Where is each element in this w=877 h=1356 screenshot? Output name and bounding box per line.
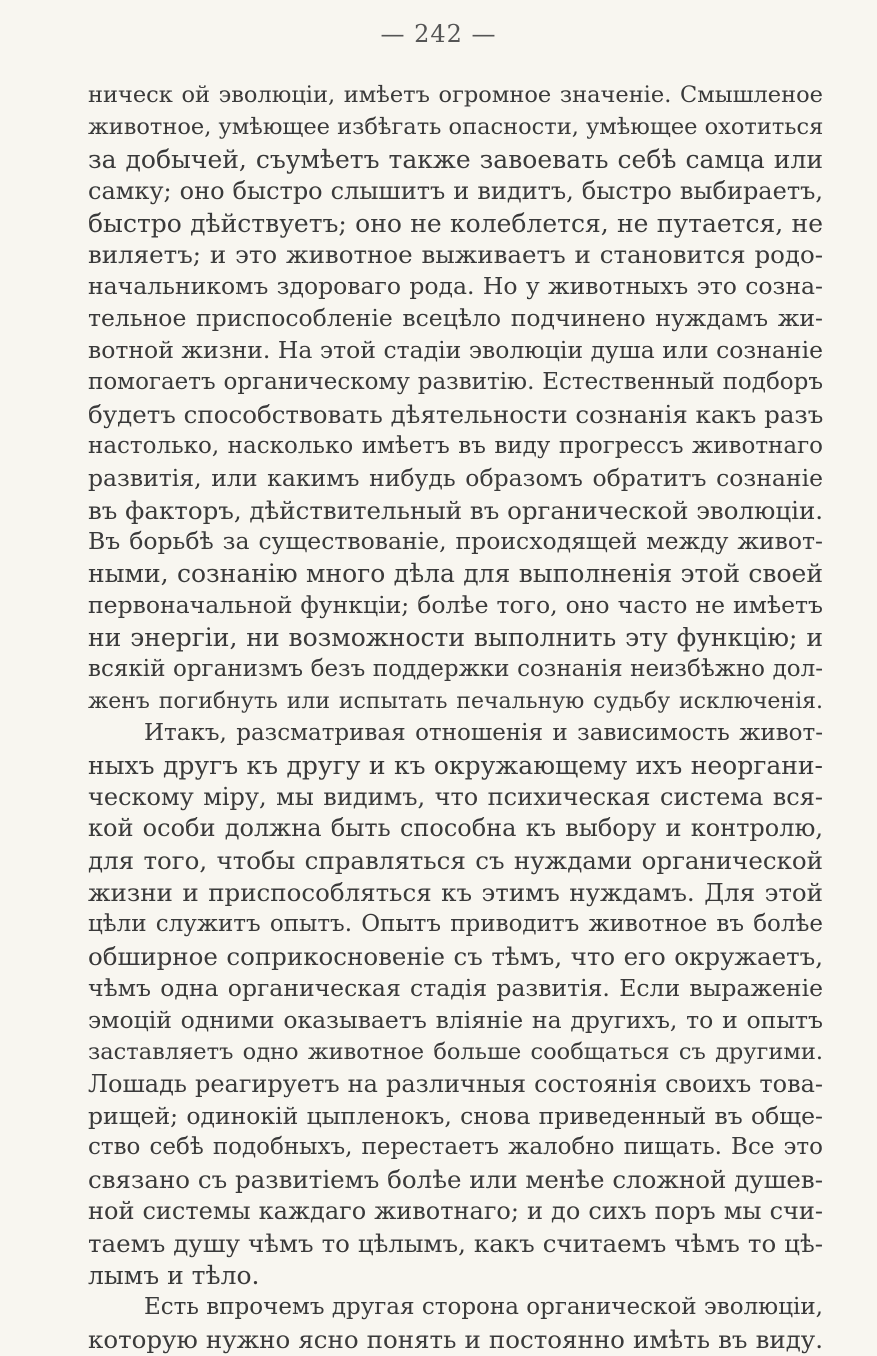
text-line: настолько, насколько имѣетъ въ виду прогрессъ животнаго	[88, 432, 823, 459]
text-line: заставляетъ одно животное больше сообщаться съ другими.	[88, 1038, 823, 1065]
text-line: кой особи должна быть способна къ выбору и контролю,	[88, 814, 823, 843]
text-line: въ факторъ, дѣйствительный въ органической эволюціи.	[88, 495, 823, 525]
text-line: ныхъ другъ къ другу и къ окружающему ихъ неоргани-	[88, 750, 823, 780]
text-line: будетъ способствовать дѣятельности сознанія какъ разъ	[88, 399, 823, 429]
text-line: ни энергіи, ни возможности выполнить эту функцію; и	[88, 623, 823, 653]
text-line: за добычей, съумѣетъ также завоевать себѣ самца или	[88, 144, 823, 174]
text-line: женъ погибнуть или испытать печальную судьбу исключенія.	[88, 688, 823, 714]
text-line: развитія, или какимъ нибудь образомъ обратитъ сознаніе	[88, 463, 823, 492]
text-line: Въ борьбѣ за существованіе, происходящей между живот-	[88, 527, 823, 556]
text-line: связано съ развитіемъ болѣе или менѣе сложной душев-	[88, 1165, 823, 1195]
text-line: тельное приспособленіе всецѣло подчинено нуждамъ жи-	[88, 304, 823, 333]
text-line: вотной жизни. На этой стадіи эволюціи душа или сознаніе	[88, 336, 823, 365]
text-line: цѣли служитъ опытъ. Опытъ приводитъ животное въ болѣе	[88, 911, 823, 938]
text-line: которую нужно ясно понять и постоянно имѣть въ виду.	[88, 1324, 823, 1354]
text-line: начальникомъ здороваго рода. Но у животныхъ это созна-	[88, 272, 823, 301]
text-line: ными, сознанію много дѣла для выполненія этой своей	[88, 559, 823, 589]
text-line: чѣмъ одна органическая стадія развитія. Если выраженіе	[88, 973, 823, 1002]
text-line: лымъ и тѣло.	[88, 1260, 260, 1290]
text-line: Итакъ, разсматривая отношенія и зависимость живот-	[144, 719, 823, 746]
text-line: таемъ душу чѣмъ то цѣлымъ, какъ считаемъ чѣмъ то цѣ-	[88, 1229, 823, 1259]
text-line: быстро дѣйствуетъ; оно не колеблется, не путается, не	[88, 208, 823, 238]
text-line: для того, чтобы справляться съ нуждами органической	[88, 846, 823, 876]
text-line: эмоцій одними оказываетъ вліяніе на другихъ, то и опытъ	[88, 1005, 823, 1034]
body-text	[88, 80, 823, 1356]
text-line: ство себѣ подобныхъ, перестаетъ жалобно пищать. Все это	[88, 1134, 823, 1161]
text-line: рищей; одинокій цыпленокъ, снова приведенный въ обще-	[88, 1101, 823, 1130]
text-line: Есть впрочемъ другая сторона органической эволюціи,	[144, 1293, 823, 1320]
text-line: обширное соприкосновеніе съ тѣмъ, что его окружаетъ,	[88, 942, 823, 972]
text-line: первоначальной функціи; болѣе того, оно часто не имѣетъ	[88, 591, 823, 620]
text-line: жизни и приспособляться къ этимъ нуждамъ. Для этой	[88, 878, 823, 908]
text-line: Лошадь реагируетъ на различныя состоянія своихъ това-	[88, 1069, 823, 1098]
text-line: животное, умѣющее избѣгать опасности, умѣющее охотиться	[88, 113, 823, 140]
text-line: помогаетъ органическому развитію. Естественный подборъ	[88, 369, 823, 396]
text-line: ническ ой эволюціи, имѣетъ огромное значеніе. Смышленое	[88, 82, 823, 108]
page-number: — 242 —	[380, 20, 497, 48]
text-line: ческому міру, мы видимъ, что психическая система вся-	[88, 782, 823, 811]
text-line: виляетъ; и это животное выживаетъ и становится родо-	[88, 240, 823, 270]
text-line: ной системы каждаго животнаго; и до сихъ поръ мы счи-	[88, 1197, 823, 1226]
text-line: всякій организмъ безъ поддержки сознанія неизбѣжно дол-	[88, 656, 823, 683]
text-line: самку; оно быстро слышитъ и видитъ, быстро выбираетъ,	[88, 176, 823, 205]
